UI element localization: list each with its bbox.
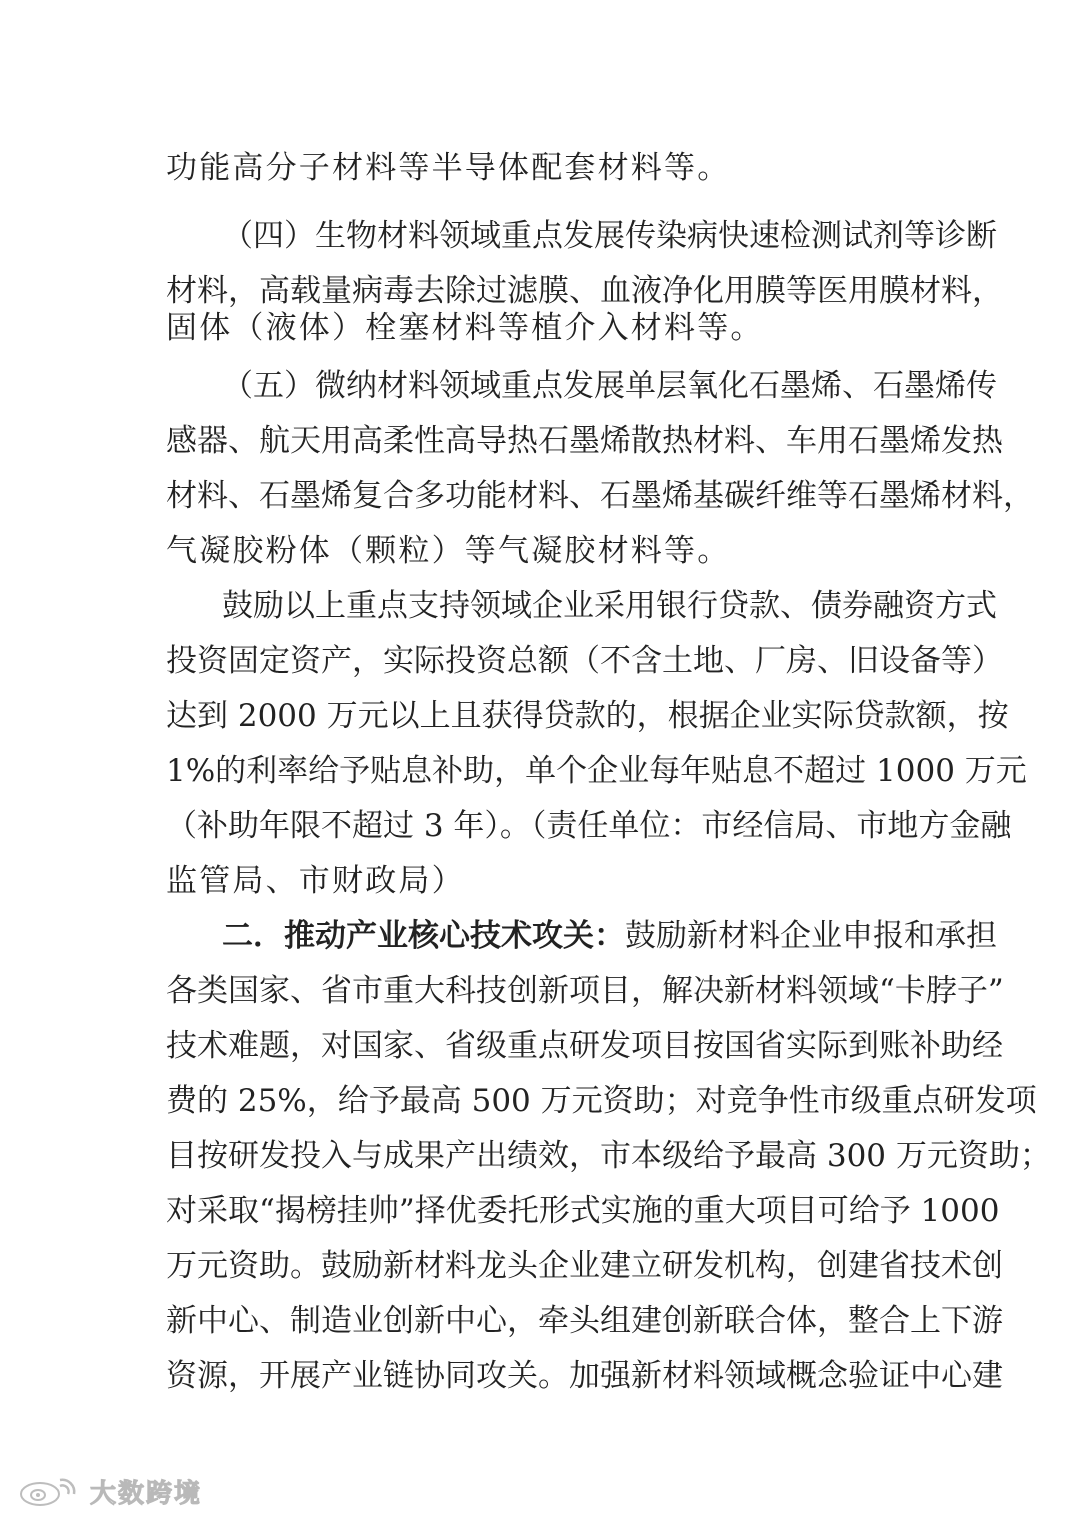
text-line: 各类国家、省市重大科技创新项目，解决新材料领域“卡脖子” <box>166 973 1004 1009</box>
section-heading: 二．推动产业核心技术攻关： <box>222 918 625 954</box>
section-heading-line <box>222 914 997 958</box>
text-line: 材料，高载量病毒去除过滤膜、血液净化用膜等医用膜材料， <box>166 273 1003 309</box>
text-line: 气凝胶粉体（颗粒）等气凝胶材料等。 <box>166 533 731 569</box>
text-line: （补助年限不超过 3 年）。（责任单位：市经信局、市地方金融 <box>166 808 1012 844</box>
text-line: 鼓励新材料企业申报和承担 <box>625 918 997 954</box>
watermark-text: 大数跨境 <box>90 1478 203 1509</box>
text-line: 1%的利率给予贴息补助，单个企业每年贴息不超过 1000 万元 <box>166 753 1027 789</box>
text-line: 目按研发投入与成果产出绩效，市本级给予最高 300 万元资助； <box>166 1138 1051 1174</box>
text-line: 达到 2000 万元以上且获得贷款的，根据企业实际贷款额，按 <box>166 698 1009 734</box>
text-line: 鼓励以上重点支持领域企业采用银行贷款、债券融资方式 <box>222 588 997 624</box>
text-line: 技术难题，对国家、省级重点研发项目按国省实际到账补助经 <box>166 1028 1003 1064</box>
text-line: 功能高分子材料等半导体配套材料等。 <box>166 150 731 186</box>
text-line: 资源，开展产业链协同攻关。加强新材料领域概念验证中心建 <box>166 1358 1003 1394</box>
text-line: （四）生物材料领域重点发展传染病快速检测试剂等诊断 <box>222 218 997 254</box>
text-line: 对采取“揭榜挂帅”择优委托形式实施的重大项目可给予 1000 <box>166 1193 1000 1229</box>
weibo-logo-icon <box>18 1474 82 1508</box>
text-line: 监管局、市财政局） <box>166 863 465 899</box>
text-line: 万元资助。鼓励新材料龙头企业建立研发机构，创建省技术创 <box>166 1248 1003 1284</box>
text-line: 材料、石墨烯复合多功能材料、石墨烯基碳纤维等石墨烯材料， <box>166 478 1034 514</box>
text-line: 费的 25%，给予最高 500 万元资助；对竞争性市级重点研发项 <box>166 1083 1037 1119</box>
text-line: （五）微纳材料领域重点发展单层氧化石墨烯、石墨烯传 <box>222 368 997 404</box>
text-line: 固体（液体）栓塞材料等植介入材料等。 <box>166 310 764 346</box>
watermark <box>18 1471 202 1511</box>
text-line: 新中心、制造业创新中心，牵头组建创新联合体，整合上下游 <box>166 1303 1003 1339</box>
text-line: 投资固定资产，实际投资总额（不含土地、厂房、旧设备等） <box>166 643 1003 679</box>
text-line: 感器、航天用高柔性高导热石墨烯散热材料、车用石墨烯发热 <box>166 423 1003 459</box>
